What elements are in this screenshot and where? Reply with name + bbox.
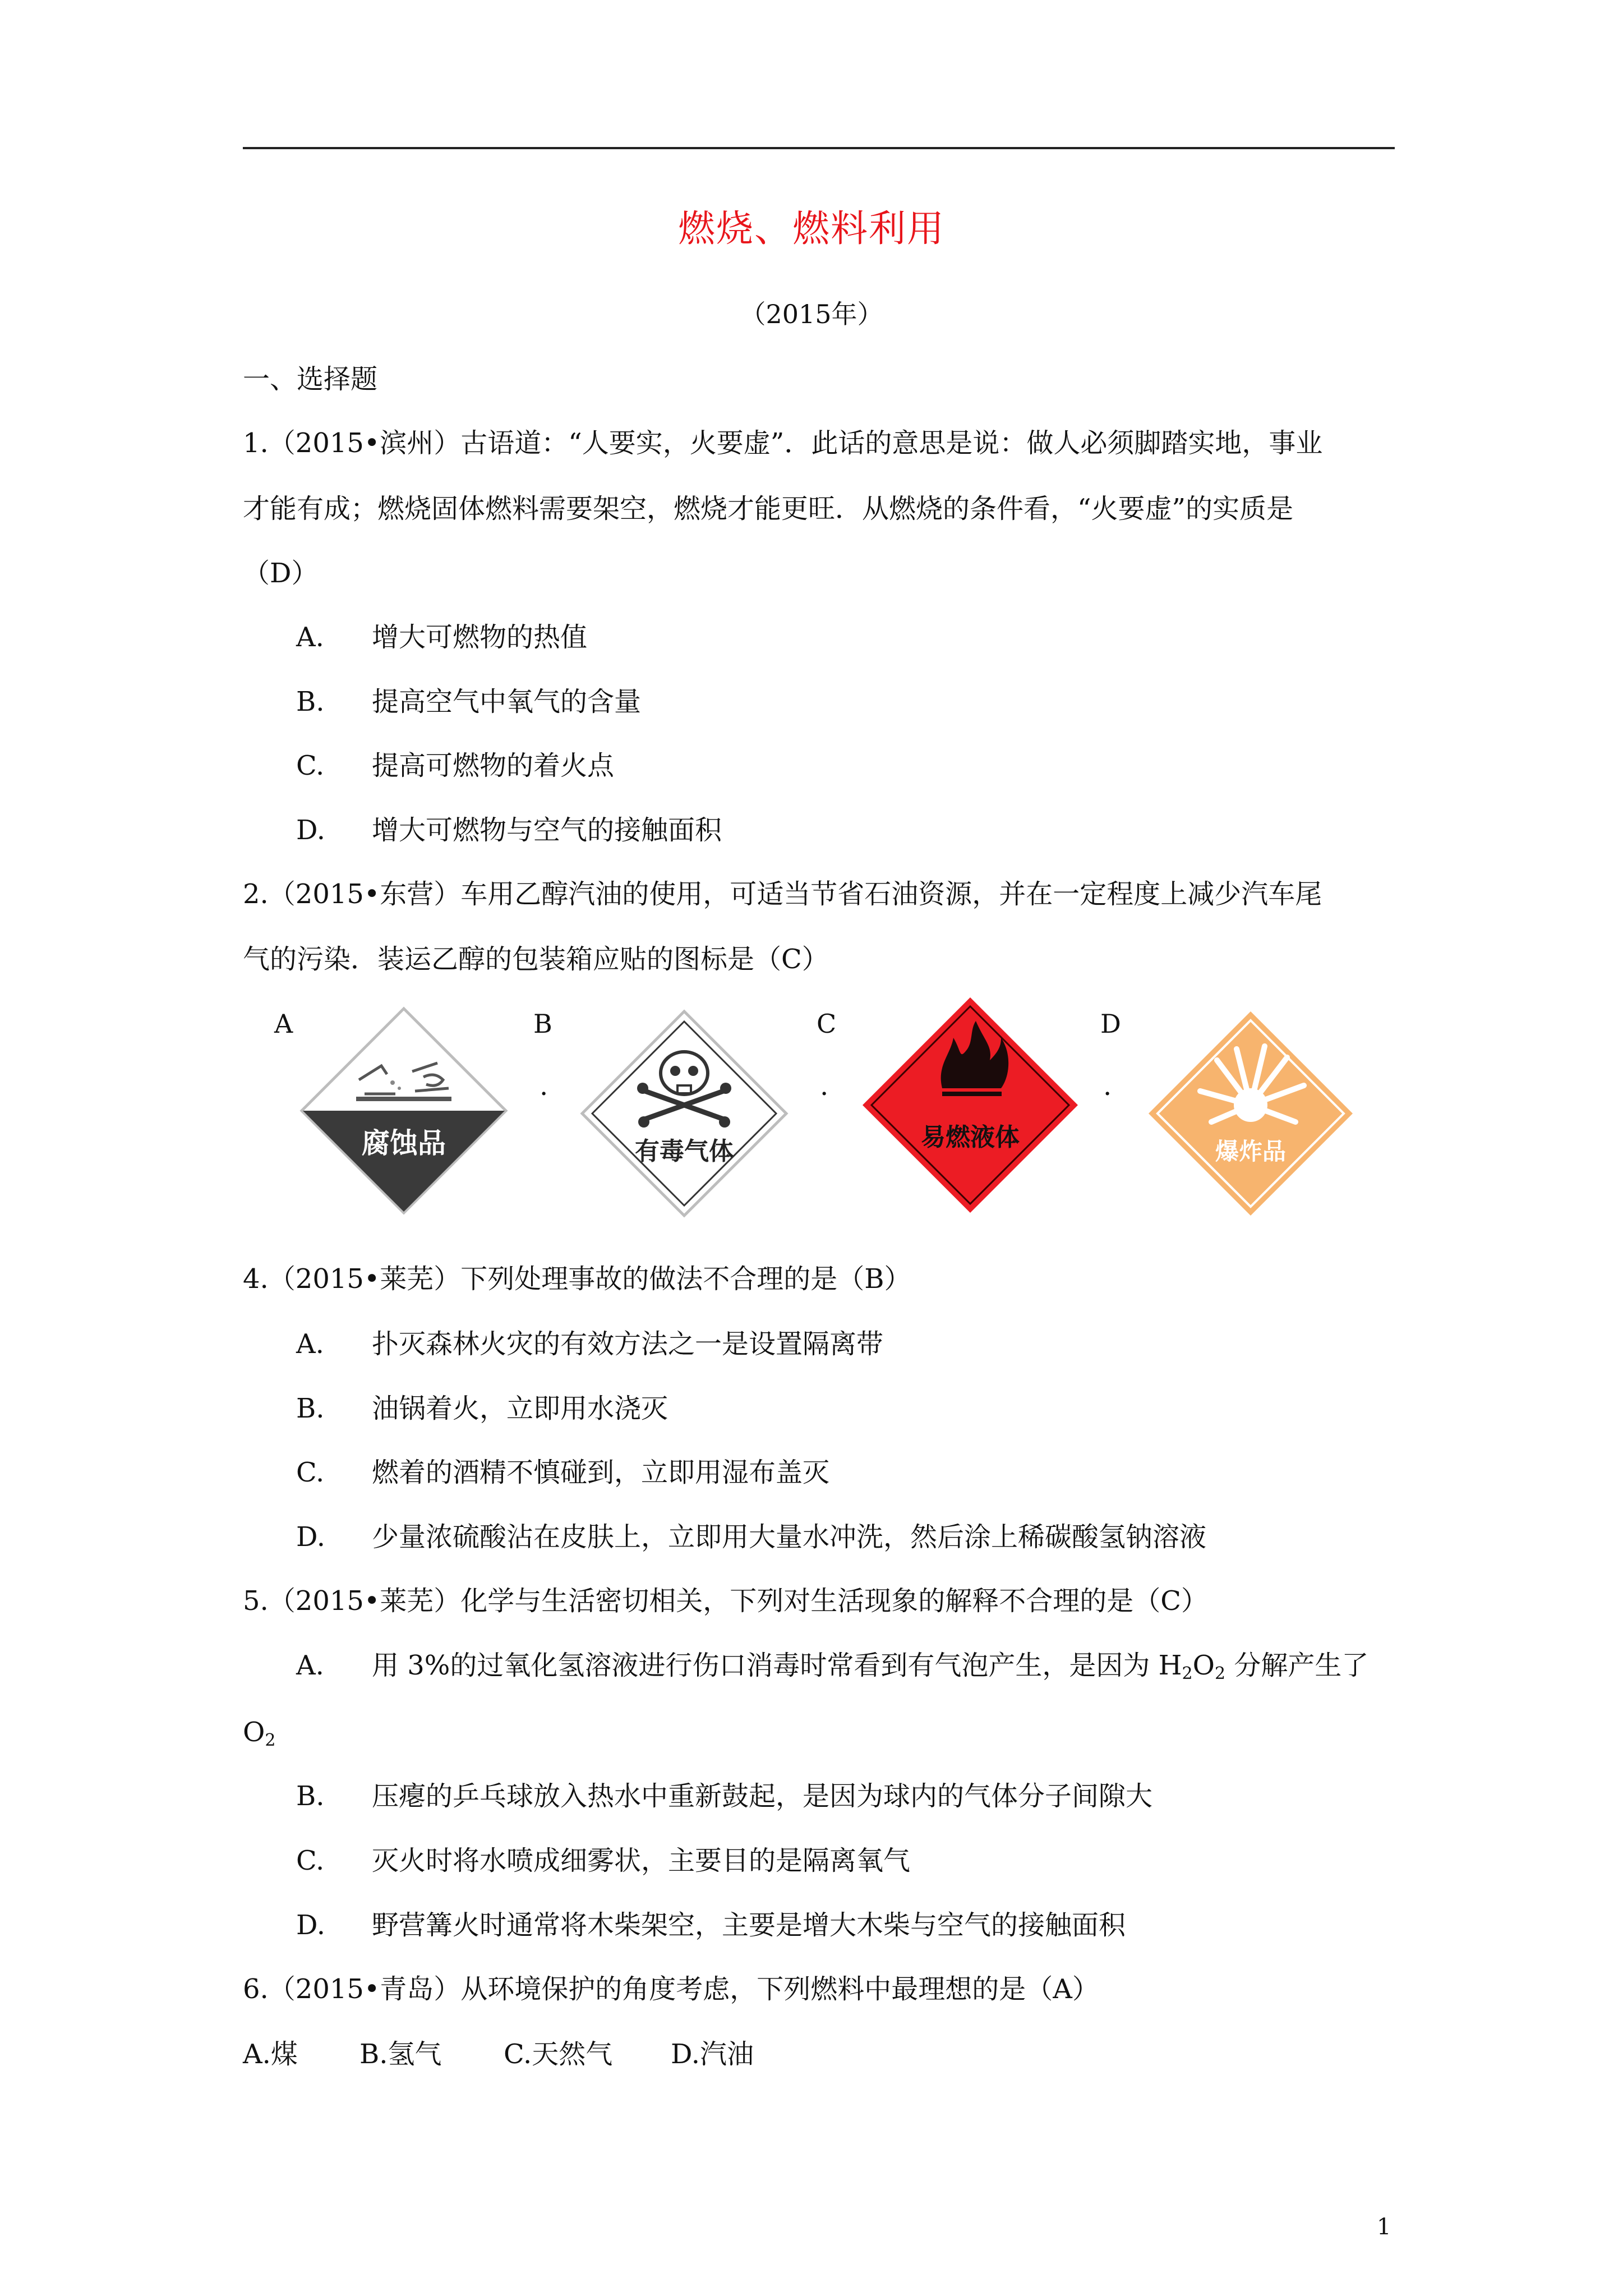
separator-dot: .	[1103, 1070, 1112, 1102]
option-text: 提高可燃物的着火点	[372, 750, 615, 781]
sign-letter-a: A	[274, 1009, 293, 1039]
option-text: 野营篝火时通常将木柴架空，主要是增大木柴与空气的接触面积	[372, 1910, 1126, 1941]
option-letter: D.	[296, 815, 326, 846]
page-number: 1	[1377, 2214, 1391, 2240]
flammable-liquid-sign-label: 易燃液体	[921, 1123, 1020, 1152]
option-letter: C.	[296, 1457, 325, 1488]
q6-line-1: 6.（2015•青岛）从环境保护的角度考虑，下列燃料中最理想的是（A）	[243, 1973, 1099, 2005]
header-rule	[243, 147, 1395, 149]
option-letter: B.	[296, 686, 325, 717]
page-title: 燃烧、燃料利用	[678, 207, 945, 250]
q1-line-2: 才能有成；燃烧固体燃料需要架空，燃烧才能更旺．从燃烧的条件看，“火要虚”的实质是	[243, 493, 1294, 524]
q1-line-1: 1.（2015•滨州）古语道：“人要实，火要虚”．此话的意思是说：做人必须脚踏实地，事业	[243, 427, 1323, 459]
toxic-gas-sign-label: 有毒气体	[635, 1137, 734, 1166]
separator-dot: .	[540, 1070, 548, 1102]
page-subtitle: （2015年）	[740, 299, 883, 329]
section-heading: 一、选择题	[243, 364, 378, 395]
sign-letter-d: D	[1100, 1009, 1121, 1039]
option-text: 扑灭森林火灾的有效方法之一是设置隔离带	[372, 1328, 884, 1360]
option-letter: A.	[296, 1328, 324, 1360]
option-letter: A.	[296, 622, 324, 653]
option-letter: A.	[296, 1650, 324, 1681]
corrosive-sign-label: 腐蚀品	[362, 1127, 446, 1159]
option-text: 压瘪的乒乓球放入热水中重新鼓起，是因为球内的气体分子间隙大	[372, 1780, 1153, 1812]
option-letter: B.	[296, 1393, 325, 1424]
toxic-gas-sign-icon	[578, 1007, 791, 1220]
option-text: 燃着的酒精不慎碰到，立即用湿布盖灭	[372, 1457, 830, 1488]
q6-choice-c: C.天然气	[504, 2039, 613, 2070]
q5-line-1: 5.（2015•莱芜）化学与生活密切相关，下列对生活现象的解释不合理的是（C）	[243, 1585, 1208, 1617]
corrosive-sign-icon	[297, 1004, 510, 1217]
option-text: 增大可燃物的热值	[372, 622, 588, 653]
sign-letter-b: B	[533, 1009, 552, 1039]
option-letter: B.	[296, 1780, 325, 1812]
option-letter: C.	[296, 750, 325, 781]
option-text: 油锅着火，立即用水浇灭	[372, 1393, 668, 1424]
q6-choice-b: B.氢气	[359, 2039, 442, 2070]
q6-choice-d: D.汽油	[671, 2039, 754, 2070]
q4-line-1: 4.（2015•莱芜）下列处理事故的做法不合理的是（B）	[243, 1263, 911, 1295]
option-text: 少量浓硫酸沾在皮肤上，立即用大量水冲洗，然后涂上稀碳酸氢钠溶液	[372, 1521, 1207, 1553]
q6-choice-a: A.煤	[243, 2039, 298, 2070]
separator-dot: .	[820, 1070, 829, 1102]
q5-option-a-continued: $O_2$	[243, 1717, 276, 1750]
option-text: 灭火时将水喷成细雾状，主要目的是隔离氧气	[372, 1845, 911, 1876]
flammable-liquid-sign-icon	[858, 993, 1082, 1217]
q2-line-1: 2.（2015•东营）车用乙醇汽油的使用，可适当节省石油资源，并在一定程度上减少汽车尾	[243, 878, 1322, 910]
option-letter: C.	[296, 1845, 325, 1876]
option-letter: D.	[296, 1910, 326, 1941]
explosive-sign-label: 爆炸品	[1215, 1138, 1287, 1165]
option-text: 提高空气中氧气的含量	[372, 686, 642, 717]
sign-letter-c: C	[817, 1009, 837, 1039]
q1-line-3: （D）	[243, 558, 319, 589]
option-letter: D.	[296, 1521, 326, 1553]
explosive-sign-icon	[1144, 1007, 1357, 1220]
q2-line-2: 气的污染．装运乙醇的包装箱应贴的图标是（C）	[243, 944, 829, 975]
option-text: 增大可燃物与空气的接触面积	[372, 815, 722, 846]
option-text: 用 3%的过氧化氢溶液进行伤口消毒时常看到有气泡产生，是因为 $H_2O_2$ 分解产生了	[372, 1650, 1369, 1683]
